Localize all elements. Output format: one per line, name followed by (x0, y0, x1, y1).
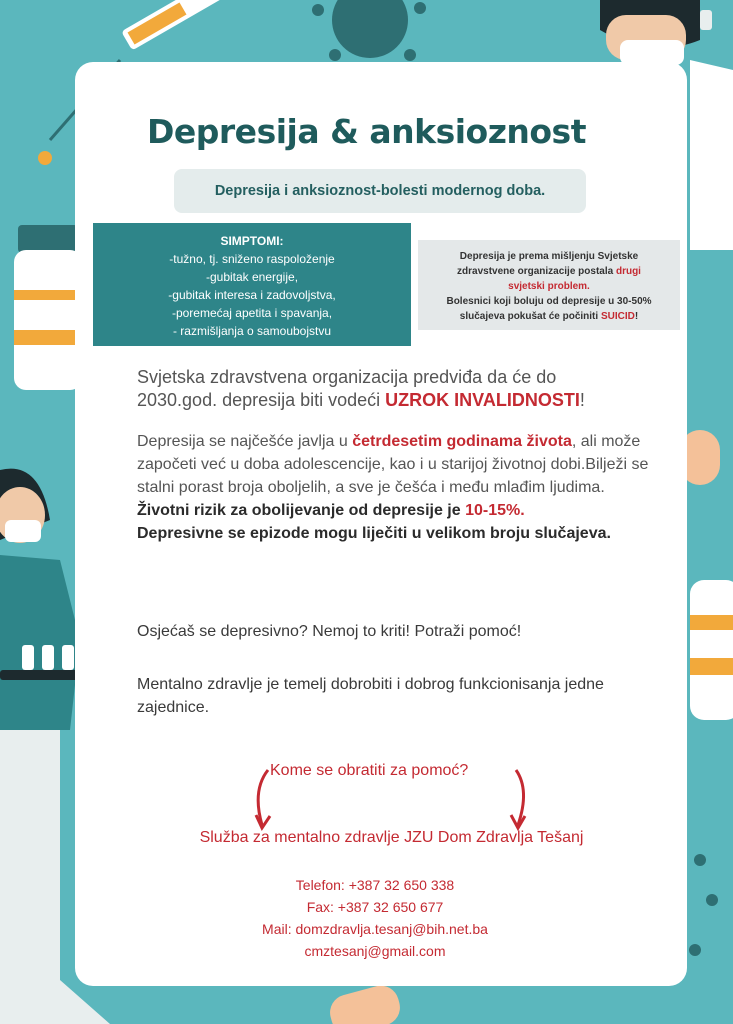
mail-link[interactable]: cmztesanj@gmail.com (304, 943, 446, 959)
paragraph-seek-help: Osjećaš se depresivno? Nemoj to kriti! Potraži pomoć! (137, 623, 522, 640)
symptom-item: - razmišljanja o samoubojstvu (172, 324, 332, 338)
symptom-item: -tužno, tj. sniženo raspoloženje (169, 252, 335, 266)
paragraph-depression-info: Depresija se najčešće javlja u četrdesetim godinama života, ali može započeti već u doba adolescencije, kao i u starijoj životnoj dobi.Bilježi se stalni porast broja oboljelih, a sve je češća i među mlađim ljudima. Životni rizik za obolijevanje od depresije je 10-15%. Depresivne se epizode mogu liječiti u velikom broju slučajeva. (137, 433, 649, 542)
phone-text: Telefon: +387 32 650 338 (295, 877, 455, 893)
who-line: zdravstvene organizacije postala drugi (457, 266, 641, 277)
symptoms-title: SIMPTOMI: (220, 234, 284, 248)
mail-link[interactable]: Mail: domzdravlja.tesanj@bih.net.ba (262, 921, 488, 937)
who-line: Bolesnici koji boluju od depresije u 30-50% (446, 296, 652, 307)
paragraph-who-prediction: Svjetska zdravstvena organizacija predviđa da će do 2030.god. depresija biti vodeći UZROK INVALIDNOSTI! (137, 367, 585, 410)
subtitle-text: Depresija i anksioznost-bolesti modernog doba. (214, 183, 546, 199)
symptom-item: -gubitak interesa i zadovoljstva, (168, 288, 336, 302)
page-title: Depresija & anksioznost (147, 112, 586, 151)
symptom-item: -poremećaj apetita i spavanja, (171, 306, 333, 320)
who-line: svjetski problem. (508, 281, 590, 292)
arrow-left-icon (258, 770, 268, 825)
service-name: Služba za mentalno zdravlje JZU Dom Zdravlja Tešanj (199, 829, 584, 846)
fax-text: Fax: +387 32 650 677 (306, 899, 444, 915)
arrow-right-icon (516, 770, 524, 825)
who-line: Depresija je prema mišljenju Svjetske (459, 251, 639, 262)
contact-question: Kome se obratiti za pomoć? (270, 762, 469, 779)
paragraph-mental-health: Mentalno zdravlje je temelj dobrobiti i dobrog funkcionisanja jedne zajednice. (137, 676, 604, 716)
contact-details (0, 874, 733, 962)
who-line: slučajeva pokušat će počiniti SUICID! (459, 311, 639, 322)
symptom-item: -gubitak energije, (205, 270, 299, 284)
